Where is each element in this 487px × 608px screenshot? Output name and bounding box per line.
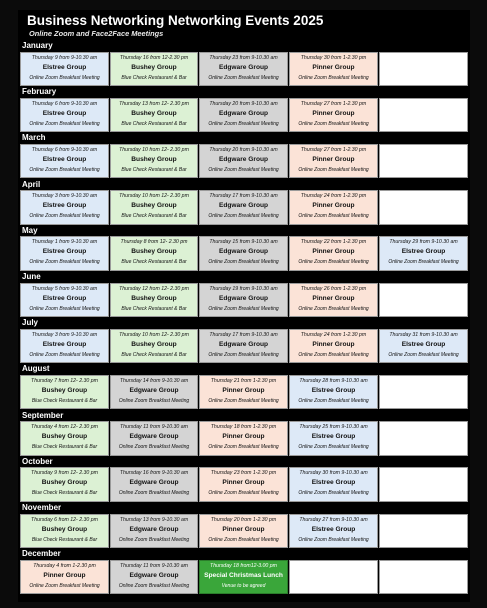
event-cell <box>199 283 288 318</box>
event-venue: Blue Check Restaurant & Bar <box>121 213 187 220</box>
event-time: Thursday 10 from 12- 2.30 pm <box>119 146 189 153</box>
event-venue: Online Zoom Breakfast Meeting <box>29 213 100 220</box>
event-cell <box>199 236 288 271</box>
event-group: Edgware Group <box>218 248 269 256</box>
event-group: Pinner Group <box>312 202 355 210</box>
event-group: Edgware Group <box>218 63 269 71</box>
event-time: Thursday 4 from 1-2.30 pm <box>33 562 96 569</box>
event-time: Thursday 17 from 9-10.30 am <box>209 193 278 200</box>
event-venue: Blue Check Restaurant & Bar <box>121 305 187 312</box>
empty-cell <box>379 514 468 549</box>
event-group: Edgware Group <box>218 109 269 117</box>
event-group: Edgware Group <box>129 433 179 441</box>
event-group: Elstree Group <box>42 109 87 117</box>
empty-cell <box>379 560 468 595</box>
event-time: Thursday 4 from 12- 2.30 pm <box>31 424 98 431</box>
event-time: Thursday 13 from 9-10.30 am <box>119 516 189 523</box>
event-time: Thursday 11 from 9-10.30 am <box>120 424 188 431</box>
event-time: Thursday 3 from 9-10.30 am <box>31 193 98 200</box>
event-group: Edgware Group <box>218 202 269 210</box>
event-venue: Online Zoom Breakfast Meeting <box>298 490 369 497</box>
event-group: Elstree Group <box>311 386 356 394</box>
event-group: Bushey Group <box>41 525 88 533</box>
event-group: Pinner Group <box>43 571 86 579</box>
event-group: Edgware Group <box>129 525 179 533</box>
event-group: Bushey Group <box>131 155 177 163</box>
event-venue: Online Zoom Breakfast Meeting <box>388 351 459 358</box>
event-time: Thursday 6 from 9-10.30 am <box>31 146 98 153</box>
month-label: July <box>22 318 39 328</box>
event-venue: Online Zoom Breakfast Meeting <box>118 397 190 404</box>
event-cell <box>110 467 198 502</box>
event-cell <box>110 190 198 225</box>
event-group: Pinner Group <box>312 340 355 348</box>
event-group: Edgware Group <box>218 155 269 163</box>
event-group: Bushey Group <box>131 109 177 117</box>
event-time: Thursday 10 from 12- 2.30 pm <box>119 331 189 338</box>
event-cell <box>199 375 288 410</box>
event-cell <box>199 329 288 364</box>
event-time: Thursday 30 from 1-2.30 pm <box>300 54 367 61</box>
month-label: September <box>22 410 64 420</box>
event-venue: Online Zoom Breakfast Meeting <box>29 74 100 81</box>
event-group: Pinner Group <box>312 155 355 163</box>
event-group: Pinner Group <box>312 294 355 302</box>
event-cell <box>20 467 109 502</box>
page-subtitle: Online Zoom and Face2Face Meetings <box>29 29 164 38</box>
event-venue: Blue Check Restaurant & Bar <box>31 444 98 451</box>
event-time: Thursday 7 from 12- 2.30 pm <box>31 377 98 384</box>
event-time: Thursday 15 from 9-10.30 am <box>209 239 278 246</box>
event-group: Edgware Group <box>218 294 269 302</box>
event-cell <box>289 52 378 87</box>
event-venue: Venue to be agreed <box>221 582 266 589</box>
month-label: November <box>22 503 62 512</box>
event-group: Pinner Group <box>312 109 355 117</box>
event-venue: Online Zoom Breakfast Meeting <box>29 259 100 266</box>
page-title: Business Networking Networking Events 2025 <box>27 13 324 28</box>
event-venue: Online Zoom Breakfast Meeting <box>208 397 279 404</box>
event-venue: Online Zoom Breakfast Meeting <box>118 582 190 589</box>
event-cell <box>289 329 378 364</box>
event-time: Thursday 20 from 9-10.30 am <box>209 146 278 153</box>
event-cell <box>110 560 198 595</box>
event-cell <box>199 467 288 502</box>
event-time: Thursday 10 from 12- 2.30 pm <box>119 193 189 200</box>
event-cell <box>110 329 198 364</box>
event-group: Edgware Group <box>218 340 269 348</box>
event-time: Thursday 21 from 1-2.30 pm <box>210 377 277 384</box>
event-cell <box>20 283 109 318</box>
event-cell <box>199 144 288 179</box>
event-cell <box>199 514 288 549</box>
event-cell <box>289 98 378 133</box>
event-group: Elstree Group <box>311 525 356 533</box>
event-time: Thursday 5 from 9-10.30 am <box>31 285 98 292</box>
event-time: Thursday 27 from 1-2.30 pm <box>300 100 367 107</box>
event-group: Elstree Group <box>401 340 446 348</box>
event-venue: Online Zoom Breakfast Meeting <box>298 536 369 543</box>
event-group: Bushey Group <box>41 386 88 394</box>
event-venue: Blue Check Restaurant & Bar <box>31 397 98 404</box>
event-group: Elstree Group <box>311 479 356 487</box>
event-venue: Blue Check Restaurant & Bar <box>31 490 98 497</box>
event-venue: Blue Check Restaurant & Bar <box>121 166 187 173</box>
event-cell <box>199 98 288 133</box>
event-group: Pinner Group <box>312 248 355 256</box>
event-venue: Online Zoom Breakfast Meeting <box>298 305 369 312</box>
event-cell <box>110 98 198 133</box>
event-venue: Online Zoom Breakfast Meeting <box>29 305 100 312</box>
event-cell <box>20 236 109 271</box>
event-time: Thursday 30 from 9-10.30 am <box>299 470 368 477</box>
event-group: Pinner Group <box>222 433 265 441</box>
event-venue: Online Zoom Breakfast Meeting <box>298 166 369 173</box>
event-venue: Blue Check Restaurant & Bar <box>121 120 187 127</box>
event-venue: Online Zoom Breakfast Meeting <box>118 536 190 543</box>
event-cell <box>20 52 109 87</box>
event-group: Bushey Group <box>131 63 177 71</box>
empty-cell <box>379 98 468 133</box>
event-time: Thursday 8 from 12- 2.30 pm <box>120 239 188 246</box>
event-time: Thursday 27 from 1-2.30 pm <box>300 146 367 153</box>
event-venue: Online Zoom Breakfast Meeting <box>208 74 279 81</box>
event-group: Edgware Group <box>129 386 179 394</box>
event-venue: Blue Check Restaurant & Bar <box>121 259 187 266</box>
event-cell <box>289 190 378 225</box>
event-cell <box>110 421 198 456</box>
event-venue: Online Zoom Breakfast Meeting <box>208 536 279 543</box>
empty-cell <box>379 467 468 502</box>
event-time: Thursday 16 from 12-2.30 pm <box>119 54 189 61</box>
event-venue: Online Zoom Breakfast Meeting <box>208 490 279 497</box>
event-time: Thursday 26 from 1-2.30 pm <box>300 285 367 292</box>
empty-cell <box>379 283 468 318</box>
event-time: Thursday 13 from 12- 2.30 pm <box>119 100 189 107</box>
event-time: Thursday 16 from 9-10.30 am <box>119 470 189 477</box>
event-venue: Online Zoom Breakfast Meeting <box>298 397 369 404</box>
event-group: Elstree Group <box>42 294 87 302</box>
event-time: Thursday 25 from 9-10.30 am <box>299 424 368 431</box>
event-venue: Online Zoom Breakfast Meeting <box>208 351 279 358</box>
event-cell <box>110 375 198 410</box>
event-time: Thursday 3 from 9-10.30 am <box>31 331 98 338</box>
event-time: Thursday 20 from 1-2.30 pm <box>210 516 277 523</box>
event-time: Thursday 6 from 9-10.30 am <box>31 100 98 107</box>
event-group: Elstree Group <box>311 433 356 441</box>
event-group: Bushey Group <box>131 202 177 210</box>
event-time: Thursday 24 from 1-2.30 pm <box>300 331 367 338</box>
event-cell <box>20 375 109 410</box>
event-venue: Online Zoom Breakfast Meeting <box>208 166 279 173</box>
event-cell <box>20 98 109 133</box>
event-time: Thursday 24 from 1-2.30 pm <box>300 193 367 200</box>
event-venue: Online Zoom Breakfast Meeting <box>118 490 190 497</box>
event-venue: Online Zoom Breakfast Meeting <box>29 582 100 589</box>
event-venue: Online Zoom Breakfast Meeting <box>208 213 279 220</box>
event-cell <box>199 190 288 225</box>
event-cell <box>289 375 378 410</box>
event-time: Thursday 23 from 1-2.30 pm <box>210 470 277 477</box>
event-group: Elstree Group <box>42 340 87 348</box>
event-cell <box>379 329 468 364</box>
event-group: Pinner Group <box>222 525 265 533</box>
event-group: Bushey Group <box>131 248 177 256</box>
event-group: Elstree Group <box>42 155 87 163</box>
event-cell <box>289 421 378 456</box>
event-group: Elstree Group <box>42 248 87 256</box>
event-time: Thursday 1 from 9-10.30 am <box>31 239 98 246</box>
event-venue: Online Zoom Breakfast Meeting <box>298 444 369 451</box>
event-time: Thursday 23 from 9-10.30 am <box>209 54 278 61</box>
event-time: Thursday 22 from 1-2.30 pm <box>300 239 367 246</box>
event-venue: Online Zoom Breakfast Meeting <box>208 444 279 451</box>
event-cell <box>110 514 198 549</box>
event-time: Thursday 14 from 9-10.30 am <box>119 377 189 384</box>
event-cell <box>289 514 378 549</box>
event-venue: Online Zoom Breakfast Meeting <box>29 166 100 173</box>
event-group: Edgware Group <box>129 571 179 579</box>
event-time: Thursday 9 from 9-10.30 am <box>31 54 98 61</box>
event-time: Thursday 18 from 1-2.30 pm <box>210 424 277 431</box>
event-venue: Online Zoom Breakfast Meeting <box>298 213 369 220</box>
event-time: Thursday 27 from 9-10.30 am <box>299 516 368 523</box>
event-time: Thursday 12 from 12- 2.30 pm <box>119 285 189 292</box>
month-label: May <box>22 225 38 235</box>
month-label: April <box>22 179 41 189</box>
event-venue: Blue Check Restaurant & Bar <box>121 74 187 81</box>
event-group: Special Christmas Lunch <box>204 571 283 579</box>
event-cell <box>199 560 288 595</box>
event-time: Thursday 9 from 12- 2.30 pm <box>31 470 98 477</box>
event-cell <box>199 52 288 87</box>
event-cell <box>110 283 198 318</box>
empty-cell <box>379 421 468 456</box>
month-label: June <box>22 272 41 281</box>
month-label: February <box>22 87 57 97</box>
event-group: Elstree Group <box>42 202 87 210</box>
event-venue: Blue Check Restaurant & Bar <box>31 536 98 543</box>
event-venue: Online Zoom Breakfast Meeting <box>298 120 369 127</box>
event-time: Thursday 31 from 9-10.30 am <box>389 331 458 338</box>
event-venue: Online Zoom Breakfast Meeting <box>118 444 190 451</box>
event-time: Thursday 6 from 12- 2.30 pm <box>31 516 98 523</box>
event-group: Elstree Group <box>401 248 446 256</box>
event-time: Thursday 18 from12-3.00 pm <box>210 562 277 569</box>
event-time: Thursday 11 from 9-10.30 am <box>120 562 188 569</box>
event-cell <box>199 421 288 456</box>
month-label: January <box>22 41 53 50</box>
event-cell <box>20 190 109 225</box>
event-venue: Online Zoom Breakfast Meeting <box>298 259 369 266</box>
event-cell <box>20 329 109 364</box>
empty-cell <box>379 144 468 179</box>
event-group: Pinner Group <box>222 386 265 394</box>
event-group: Pinner Group <box>312 63 355 71</box>
month-label: October <box>22 456 53 466</box>
event-group: Bushey Group <box>131 340 177 348</box>
event-cell <box>20 421 109 456</box>
event-venue: Online Zoom Breakfast Meeting <box>29 120 100 127</box>
event-time: Thursday 17 from 9-10.30 am <box>209 331 278 338</box>
event-cell <box>110 144 198 179</box>
event-venue: Online Zoom Breakfast Meeting <box>208 305 279 312</box>
event-time: Thursday 28 from 9-10.30 am <box>299 377 368 384</box>
empty-cell <box>289 560 378 595</box>
event-group: Pinner Group <box>222 479 265 487</box>
month-label: December <box>22 549 61 559</box>
event-cell <box>379 236 468 271</box>
month-label: March <box>22 133 46 143</box>
event-venue: Online Zoom Breakfast Meeting <box>298 351 369 358</box>
event-cell <box>20 514 109 549</box>
event-cell <box>289 236 378 271</box>
event-cell <box>110 236 198 271</box>
event-time: Thursday 20 from 9-10.30 am <box>209 100 278 107</box>
event-cell <box>110 52 198 87</box>
event-group: Bushey Group <box>41 479 88 487</box>
event-cell <box>20 560 109 595</box>
event-group: Edgware Group <box>129 479 179 487</box>
empty-cell <box>379 190 468 225</box>
event-group: Elstree Group <box>42 63 87 71</box>
event-cell <box>289 283 378 318</box>
event-time: Thursday 29 from 9-10.30 am <box>389 239 458 246</box>
event-venue: Online Zoom Breakfast Meeting <box>388 259 459 266</box>
empty-cell <box>379 52 468 87</box>
event-venue: Online Zoom Breakfast Meeting <box>29 351 100 358</box>
month-label: August <box>22 364 50 374</box>
event-cell <box>289 144 378 179</box>
event-venue: Online Zoom Breakfast Meeting <box>208 259 279 266</box>
event-group: Bushey Group <box>41 433 88 441</box>
event-venue: Online Zoom Breakfast Meeting <box>298 74 369 81</box>
event-cell <box>289 467 378 502</box>
event-group: Bushey Group <box>131 294 177 302</box>
empty-cell <box>379 375 468 410</box>
event-cell <box>20 144 109 179</box>
event-venue: Blue Check Restaurant & Bar <box>121 351 187 358</box>
event-time: Thursday 19 from 9-10.30 am <box>209 285 278 292</box>
event-venue: Online Zoom Breakfast Meeting <box>208 120 279 127</box>
